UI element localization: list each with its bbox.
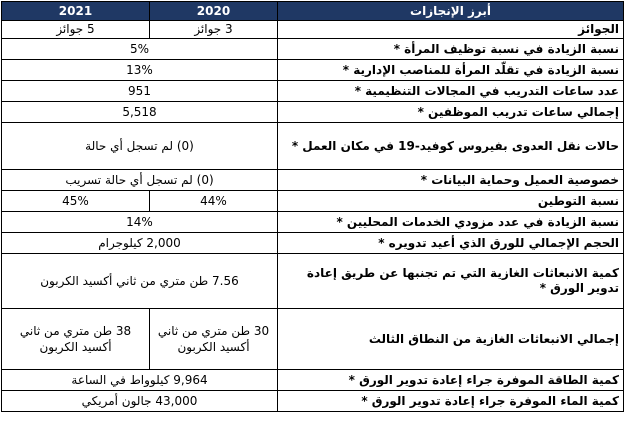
column-header-2020: 2020 [150,2,278,21]
header-row [2,2,624,21]
row-label: عدد ساعات التدريب في المجالات التنظيمية * [278,81,624,102]
row-label: نسبة الزيادة في عدد مزودي الخدمات المحليين * [278,212,624,233]
table-row [2,170,624,191]
table-row [2,370,624,391]
table-row [2,233,624,254]
value-merged: 14% [2,212,278,233]
table-row [2,21,624,39]
row-label: كمية الماء الموفرة جراء إعادة تدوير الورق * [278,391,624,412]
row-label: الجوائز [278,21,624,39]
value-2020: 3 جوائز [150,21,278,39]
row-label: نسبة الزيادة في تقلّد المرأة للمناصب الإدارية * [278,60,624,81]
value-merged: 7.56 طن متري من ثاني أكسيد الكربون [2,254,278,309]
value-merged: 2,000 كيلوجرام [2,233,278,254]
row-label: نسبة التوطين [278,191,624,212]
value-merged: (0) لم تسجل أي حالة [2,123,278,170]
value-merged: 951 [2,81,278,102]
row-label: نسبة الزيادة في نسبة توظيف المرأة * [278,39,624,60]
row-label: إجمالي الانبعاثات الغازية من النطاق الثالث [278,309,624,370]
value-2021: 45% [2,191,150,212]
table-row [2,39,624,60]
row-label: كمية الطاقة الموفرة جراء إعادة تدوير الورق * [278,370,624,391]
value-2021: 5 جوائز [2,21,150,39]
value-2021: 38 طن متري من ثاني أكسيد الكربون [2,309,150,370]
table-row [2,123,624,170]
table-row [2,191,624,212]
row-label: حالات نقل العدوى بفيروس كوفيد-19 في مكان العمل * [278,123,624,170]
value-merged: (0) لم تسجل أي حالة تسريب [2,170,278,191]
value-2020: 44% [150,191,278,212]
value-merged: 43,000 جالون أمريكي [2,391,278,412]
value-merged: 5% [2,39,278,60]
row-label: خصوصية العميل وحماية البيانات * [278,170,624,191]
table-row [2,60,624,81]
row-label: كمية الانبعاثات الغازية التي تم تجنبها عن طريق إعادة تدوير الورق * [278,254,624,309]
table-row [2,309,624,370]
column-header-2021: 2021 [2,2,150,21]
column-header-title: أبرز الإنجازات [278,2,624,21]
table-row [2,212,624,233]
table-row [2,81,624,102]
table-row [2,102,624,123]
value-merged: 5,518 [2,102,278,123]
table-row [2,254,624,309]
value-2020: 30 طن متري من ثاني أكسيد الكربون [150,309,278,370]
achievements-table [1,1,624,412]
table-row [2,391,624,412]
value-merged: 13% [2,60,278,81]
row-label: إجمالي ساعات تدريب الموظفين * [278,102,624,123]
value-merged: 9,964 كيلوواط في الساعة [2,370,278,391]
row-label: الحجم الإجمالي للورق الذي أعيد تدويره * [278,233,624,254]
